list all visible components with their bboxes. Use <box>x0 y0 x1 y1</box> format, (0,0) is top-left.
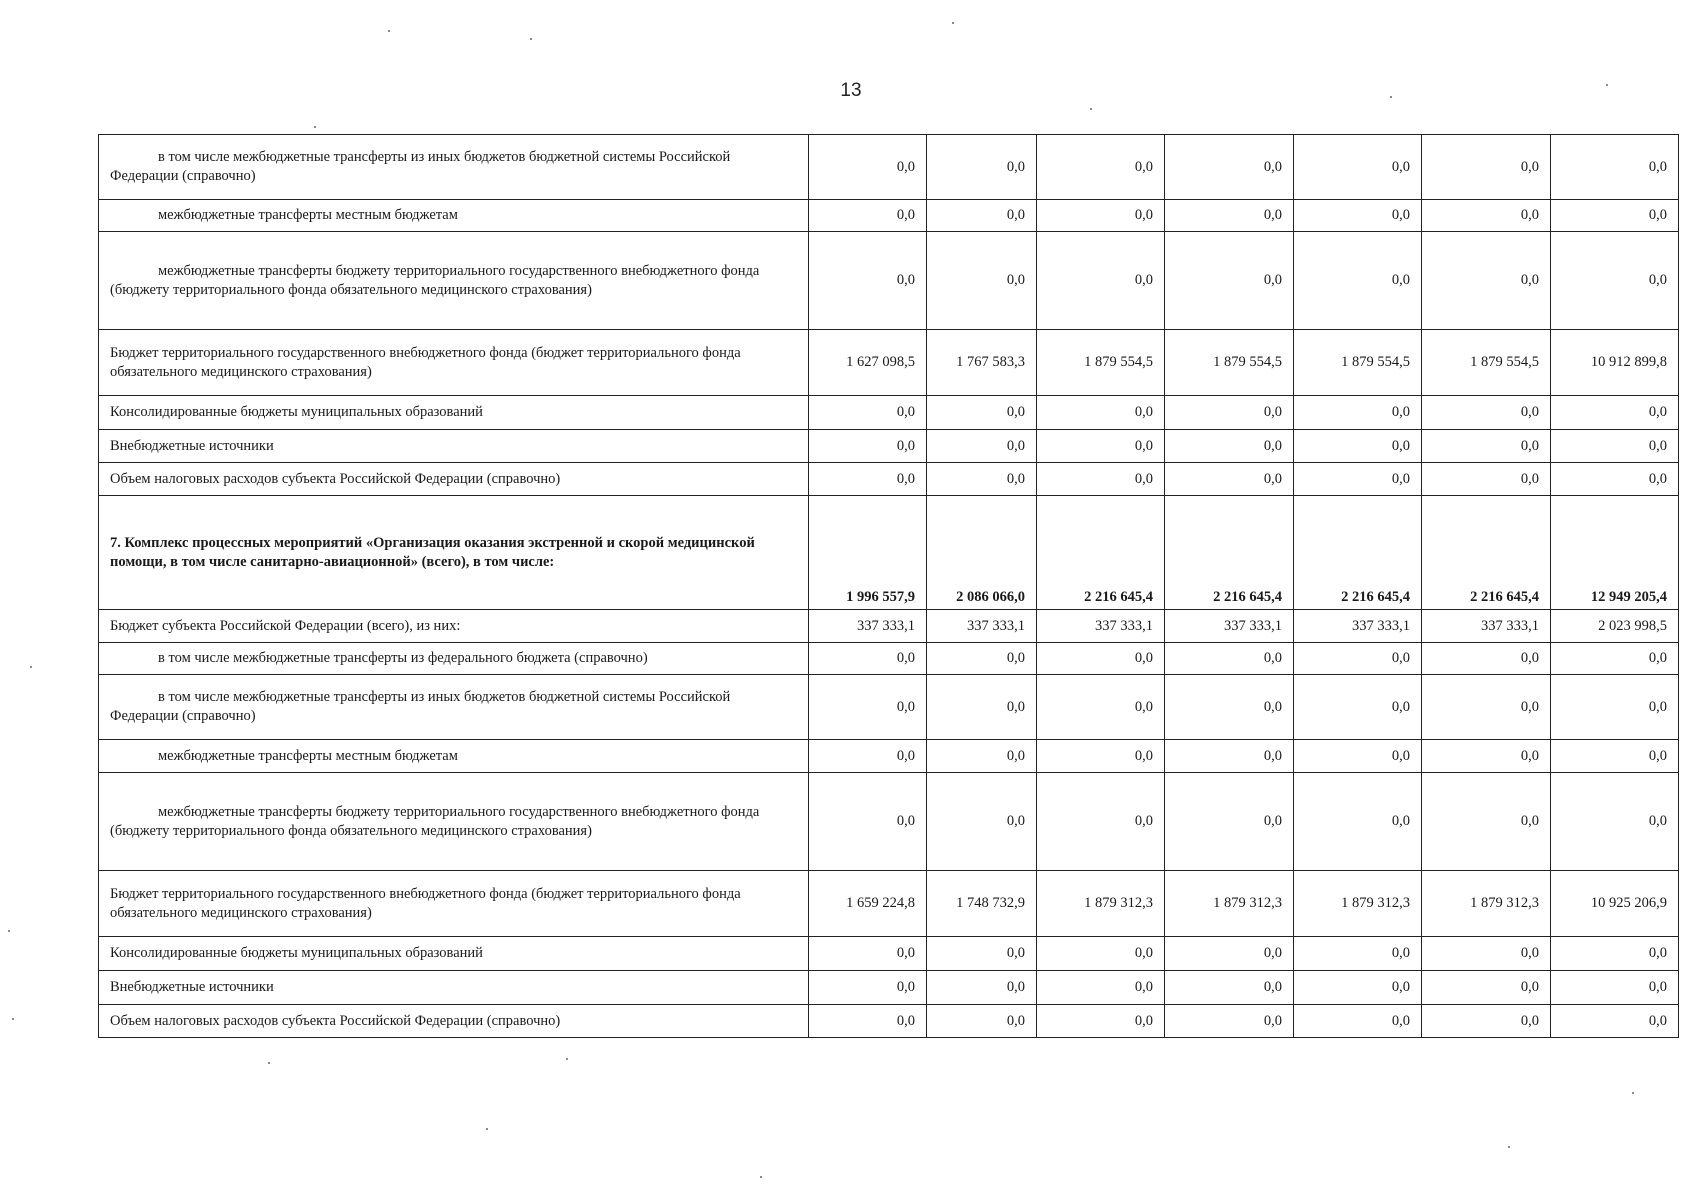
year-value-cell: 0,0 <box>809 971 927 1005</box>
row-label: Объем налоговых расходов субъекта Российской Федерации (справочно) <box>110 470 561 487</box>
year-value-cell: 0,0 <box>1294 396 1422 430</box>
scan-speck <box>268 1062 270 1064</box>
year-value-cell: 0,0 <box>809 200 927 232</box>
year-value-cell: 0,0 <box>1422 937 1551 971</box>
year-value-cell: 0,0 <box>927 430 1037 463</box>
scan-speck <box>8 930 10 932</box>
year-value-cell: 1 879 554,5 <box>1165 330 1294 396</box>
row-label-cell <box>99 463 809 496</box>
year-value-cell: 0,0 <box>927 773 1037 871</box>
year-value-cell: 0,0 <box>1165 740 1294 773</box>
year-value-cell: 0,0 <box>809 773 927 871</box>
table-row <box>99 200 1679 232</box>
table-row <box>99 1005 1679 1038</box>
total-value-cell: 0,0 <box>1551 232 1679 330</box>
table-row <box>99 937 1679 971</box>
table-row <box>99 430 1679 463</box>
year-value-cell: 0,0 <box>1294 937 1422 971</box>
year-value-cell: 337 333,1 <box>1294 610 1422 643</box>
total-value-cell: 0,0 <box>1551 463 1679 496</box>
table-row <box>99 610 1679 643</box>
year-value-cell: 0,0 <box>1165 232 1294 330</box>
year-value-cell: 0,0 <box>1422 971 1551 1005</box>
row-label: Консолидированные бюджеты муниципальных образований <box>110 945 483 962</box>
year-value-cell: 0,0 <box>1294 135 1422 200</box>
row-label-cell <box>99 871 809 937</box>
total-value-cell: 0,0 <box>1551 396 1679 430</box>
year-value-cell: 0,0 <box>809 643 927 675</box>
row-label-cell <box>99 675 809 740</box>
total-value-cell: 0,0 <box>1551 1005 1679 1038</box>
scan-speck <box>760 1176 762 1178</box>
row-label: Консолидированные бюджеты муниципальных образований <box>110 404 483 421</box>
row-label-cell <box>99 643 809 675</box>
year-value-cell: 0,0 <box>809 232 927 330</box>
year-value-cell: 0,0 <box>1037 200 1165 232</box>
row-label: Бюджет территориального государственного внебюджетного фонда (бюджет территориального фонда обязательного медицинского страхования) <box>110 885 741 921</box>
table-row <box>99 740 1679 773</box>
row-label-cell <box>99 200 809 232</box>
year-value-cell: 0,0 <box>1165 430 1294 463</box>
year-value-cell: 2 216 645,4 <box>1037 496 1165 610</box>
year-value-cell: 0,0 <box>809 430 927 463</box>
year-value-cell: 0,0 <box>927 937 1037 971</box>
table-row <box>99 396 1679 430</box>
year-value-cell: 337 333,1 <box>809 610 927 643</box>
year-value-cell: 0,0 <box>1294 232 1422 330</box>
table-row <box>99 643 1679 675</box>
row-label: межбюджетные трансферты местным бюджетам <box>158 207 458 224</box>
year-value-cell: 0,0 <box>1422 200 1551 232</box>
table-row <box>99 871 1679 937</box>
year-value-cell: 0,0 <box>1037 675 1165 740</box>
year-value-cell: 1 879 312,3 <box>1037 871 1165 937</box>
year-value-cell: 0,0 <box>927 675 1037 740</box>
row-label: межбюджетные трансферты бюджету территориального государственного внебюджетного фонда (бюджету территориального фонда обязательного медицинского страхования) <box>110 262 760 298</box>
year-value-cell: 0,0 <box>927 1005 1037 1038</box>
year-value-cell: 1 879 554,5 <box>1422 330 1551 396</box>
total-value-cell: 12 949 205,4 <box>1551 496 1679 610</box>
year-value-cell: 1 748 732,9 <box>927 871 1037 937</box>
table-row <box>99 675 1679 740</box>
year-value-cell: 337 333,1 <box>1422 610 1551 643</box>
row-label-cell <box>99 330 809 396</box>
row-label: Бюджет субъекта Российской Федерации (всего), из них: <box>110 617 461 634</box>
scan-speck <box>1090 108 1092 110</box>
scan-speck <box>1606 84 1608 86</box>
row-label-cell <box>99 773 809 871</box>
year-value-cell: 1 879 312,3 <box>1294 871 1422 937</box>
row-label-cell <box>99 610 809 643</box>
row-label: 7. Комплекс процессных мероприятий «Организация оказания экстренной и скорой медицинской помощи, в том числе санитарно-авиационной» (всего), в том числе: <box>110 534 755 570</box>
year-value-cell: 2 216 645,4 <box>1422 496 1551 610</box>
row-label-cell <box>99 135 809 200</box>
row-label-cell <box>99 971 809 1005</box>
year-value-cell: 337 333,1 <box>927 610 1037 643</box>
year-value-cell: 0,0 <box>927 232 1037 330</box>
row-label: Внебюджетные источники <box>110 979 274 996</box>
scan-speck <box>952 22 954 24</box>
year-value-cell: 1 879 312,3 <box>1422 871 1551 937</box>
year-value-cell: 0,0 <box>927 643 1037 675</box>
scan-speck <box>1508 1146 1510 1148</box>
year-value-cell: 0,0 <box>1294 643 1422 675</box>
year-value-cell: 0,0 <box>1294 200 1422 232</box>
budget-table-container <box>98 134 1668 1038</box>
total-value-cell: 0,0 <box>1551 773 1679 871</box>
year-value-cell: 0,0 <box>1422 463 1551 496</box>
year-value-cell: 0,0 <box>1422 643 1551 675</box>
year-value-cell: 1 879 312,3 <box>1165 871 1294 937</box>
year-value-cell: 0,0 <box>809 1005 927 1038</box>
year-value-cell: 0,0 <box>1294 773 1422 871</box>
year-value-cell: 1 879 554,5 <box>1294 330 1422 396</box>
scan-speck <box>388 30 390 32</box>
scan-speck <box>566 1058 568 1060</box>
row-label: межбюджетные трансферты местным бюджетам <box>158 747 458 764</box>
total-value-cell: 0,0 <box>1551 135 1679 200</box>
year-value-cell: 0,0 <box>1037 937 1165 971</box>
year-value-cell: 1 767 583,3 <box>927 330 1037 396</box>
year-value-cell: 0,0 <box>1422 232 1551 330</box>
year-value-cell: 0,0 <box>1165 773 1294 871</box>
year-value-cell: 0,0 <box>809 675 927 740</box>
year-value-cell: 0,0 <box>1422 396 1551 430</box>
row-label: в том числе межбюджетные трансферты из федерального бюджета (справочно) <box>158 650 648 667</box>
table-row <box>99 330 1679 396</box>
year-value-cell: 0,0 <box>809 396 927 430</box>
row-label: межбюджетные трансферты бюджету территориального государственного внебюджетного фонда (бюджету территориального фонда обязательного медицинского страхования) <box>110 803 760 839</box>
total-value-cell: 0,0 <box>1551 200 1679 232</box>
year-value-cell: 0,0 <box>927 971 1037 1005</box>
scan-speck <box>314 126 316 128</box>
year-value-cell: 0,0 <box>1037 740 1165 773</box>
year-value-cell: 0,0 <box>1422 135 1551 200</box>
row-label: Объем налоговых расходов субъекта Российской Федерации (справочно) <box>110 1012 561 1029</box>
year-value-cell: 0,0 <box>1422 1005 1551 1038</box>
year-value-cell: 0,0 <box>1037 396 1165 430</box>
row-label-cell <box>99 1005 809 1038</box>
scan-speck <box>530 38 532 40</box>
year-value-cell: 337 333,1 <box>1037 610 1165 643</box>
year-value-cell: 1 996 557,9 <box>809 496 927 610</box>
table-row <box>99 463 1679 496</box>
year-value-cell: 0,0 <box>1037 971 1165 1005</box>
year-value-cell: 0,0 <box>1165 135 1294 200</box>
year-value-cell: 0,0 <box>1165 200 1294 232</box>
year-value-cell: 2 216 645,4 <box>1165 496 1294 610</box>
total-value-cell: 0,0 <box>1551 937 1679 971</box>
year-value-cell: 0,0 <box>809 463 927 496</box>
row-label-cell <box>99 430 809 463</box>
year-value-cell: 0,0 <box>1422 430 1551 463</box>
total-value-cell: 0,0 <box>1551 740 1679 773</box>
year-value-cell: 2 086 066,0 <box>927 496 1037 610</box>
year-value-cell: 0,0 <box>1165 1005 1294 1038</box>
year-value-cell: 337 333,1 <box>1165 610 1294 643</box>
year-value-cell: 0,0 <box>1165 675 1294 740</box>
year-value-cell: 0,0 <box>809 740 927 773</box>
row-label: в том числе межбюджетные трансферты из иных бюджетов бюджетной системы Российской Федерации (справочно) <box>110 689 731 724</box>
total-value-cell: 10 912 899,8 <box>1551 330 1679 396</box>
year-value-cell: 2 216 645,4 <box>1294 496 1422 610</box>
page-number: 13 <box>840 80 862 101</box>
year-value-cell: 1 627 098,5 <box>809 330 927 396</box>
total-value-cell: 0,0 <box>1551 971 1679 1005</box>
year-value-cell: 1 879 554,5 <box>1037 330 1165 396</box>
year-value-cell: 0,0 <box>927 740 1037 773</box>
year-value-cell: 0,0 <box>1165 463 1294 496</box>
total-value-cell: 2 023 998,5 <box>1551 610 1679 643</box>
total-value-cell: 0,0 <box>1551 643 1679 675</box>
year-value-cell: 0,0 <box>1294 463 1422 496</box>
year-value-cell: 0,0 <box>1294 1005 1422 1038</box>
year-value-cell: 0,0 <box>1165 971 1294 1005</box>
scan-speck <box>1632 1092 1634 1094</box>
year-value-cell: 0,0 <box>1037 463 1165 496</box>
year-value-cell: 0,0 <box>809 135 927 200</box>
scan-speck <box>486 1128 488 1130</box>
year-value-cell: 0,0 <box>927 396 1037 430</box>
year-value-cell: 0,0 <box>1037 643 1165 675</box>
year-value-cell: 0,0 <box>1294 430 1422 463</box>
total-value-cell: 10 925 206,9 <box>1551 871 1679 937</box>
year-value-cell: 0,0 <box>1422 773 1551 871</box>
year-value-cell: 1 659 224,8 <box>809 871 927 937</box>
budget-table-body <box>99 135 1679 1038</box>
year-value-cell: 0,0 <box>1037 1005 1165 1038</box>
year-value-cell: 0,0 <box>1037 430 1165 463</box>
year-value-cell: 0,0 <box>1037 773 1165 871</box>
table-row <box>99 496 1679 610</box>
total-value-cell: 0,0 <box>1551 675 1679 740</box>
year-value-cell: 0,0 <box>1294 675 1422 740</box>
year-value-cell: 0,0 <box>1294 971 1422 1005</box>
year-value-cell: 0,0 <box>1037 232 1165 330</box>
table-row <box>99 135 1679 200</box>
row-label: в том числе межбюджетные трансферты из иных бюджетов бюджетной системы Российской Федерации (справочно) <box>110 149 731 184</box>
scan-speck <box>12 1018 14 1020</box>
table-row <box>99 773 1679 871</box>
row-label: Бюджет территориального государственного внебюджетного фонда (бюджет территориального фонда обязательного медицинского страхования) <box>110 344 741 380</box>
year-value-cell: 0,0 <box>1165 937 1294 971</box>
row-label: Внебюджетные источники <box>110 437 274 454</box>
row-label-cell <box>99 937 809 971</box>
row-label-cell <box>99 232 809 330</box>
row-label-cell <box>99 740 809 773</box>
year-value-cell: 0,0 <box>1422 740 1551 773</box>
year-value-cell: 0,0 <box>809 937 927 971</box>
total-value-cell: 0,0 <box>1551 430 1679 463</box>
year-value-cell: 0,0 <box>1422 675 1551 740</box>
scan-speck <box>30 666 32 668</box>
year-value-cell: 0,0 <box>927 463 1037 496</box>
table-row <box>99 971 1679 1005</box>
year-value-cell: 0,0 <box>1037 135 1165 200</box>
year-value-cell: 0,0 <box>1165 643 1294 675</box>
budget-table <box>98 134 1679 1038</box>
year-value-cell: 0,0 <box>927 200 1037 232</box>
scan-speck <box>1390 96 1392 98</box>
row-label-cell <box>99 396 809 430</box>
year-value-cell: 0,0 <box>1294 740 1422 773</box>
table-row <box>99 232 1679 330</box>
row-label-cell <box>99 496 809 610</box>
year-value-cell: 0,0 <box>1165 396 1294 430</box>
year-value-cell: 0,0 <box>927 135 1037 200</box>
